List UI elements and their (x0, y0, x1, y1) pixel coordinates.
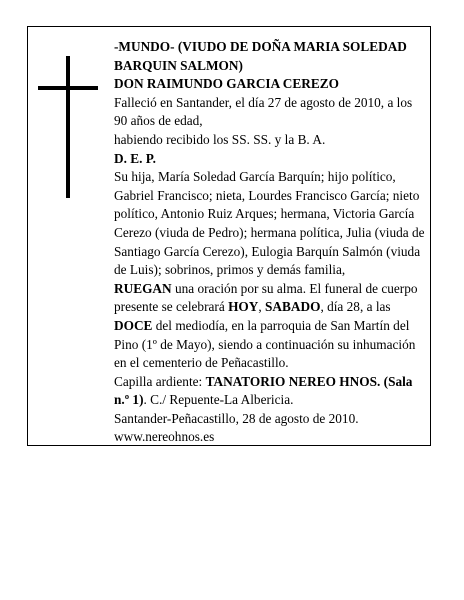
comma-separator: , (258, 299, 266, 315)
website-link[interactable]: www.nereohnos.es (114, 429, 215, 445)
cross-icon (66, 56, 70, 198)
funeral-paragraph (114, 280, 426, 373)
deceased-name: DON RAIMUNDO GARCIA CEREZO (114, 76, 339, 92)
chapel-label: Capilla ardiente: (114, 373, 206, 389)
death-statement: Falleció en Santander, el día 27 de agosto de 2010, a los 90 años de edad, (114, 94, 413, 129)
sacraments-line: habiendo recibido los SS. SS. y la B. A. (114, 131, 326, 147)
family-paragraph: Su hija, María Soledad García Barquín; hijo político, Gabriel Francisco; nieta, Lourdes Francisco García; nieto político, Antonio Ruiz Arques; hermana, Victoria García Cerezo (viuda de Pedro); hermana política, Julia (viuda de Santiago García Cerezo), Eulogia Barquín Salmón (viuda de Luis); sobrinos, primos y demás familia, (114, 169, 425, 278)
ruegan-word: RUEGAN (114, 280, 172, 296)
dep-line: D. E. P. (114, 150, 156, 166)
funeral-text-2: , día 28, a las (320, 299, 391, 315)
funeral-text-3: del mediodía, en la parroquia de San Martín del Pino (1º de Mayo), siendo a continuación su inhumación en el cementerio de Peñacastillo. (114, 317, 416, 371)
cross-icon-bar (38, 86, 98, 90)
chapel-address: . C./ Repuente-La Albericia. (143, 392, 294, 408)
funeral-text-1: una oración por su alma. El funeral de cuerpo presente se celebrará (114, 280, 418, 315)
hoy-word: HOY (228, 299, 259, 315)
sabado-word: SABADO (265, 299, 321, 315)
header-line: -MUNDO- (VIUDO DE DOÑA MARIA SOLEDAD BARQUIN SALMON) (114, 39, 407, 73)
chapel-paragraph (114, 373, 426, 410)
place-date-line: Santander-Peñacastillo, 28 de agosto de 2010. (114, 410, 359, 426)
doce-word: DOCE (114, 317, 153, 333)
tanatorio-name: TANATORIO NEREO HNOS. (Sala n.º 1) (114, 373, 413, 408)
obituary-text (114, 38, 426, 447)
